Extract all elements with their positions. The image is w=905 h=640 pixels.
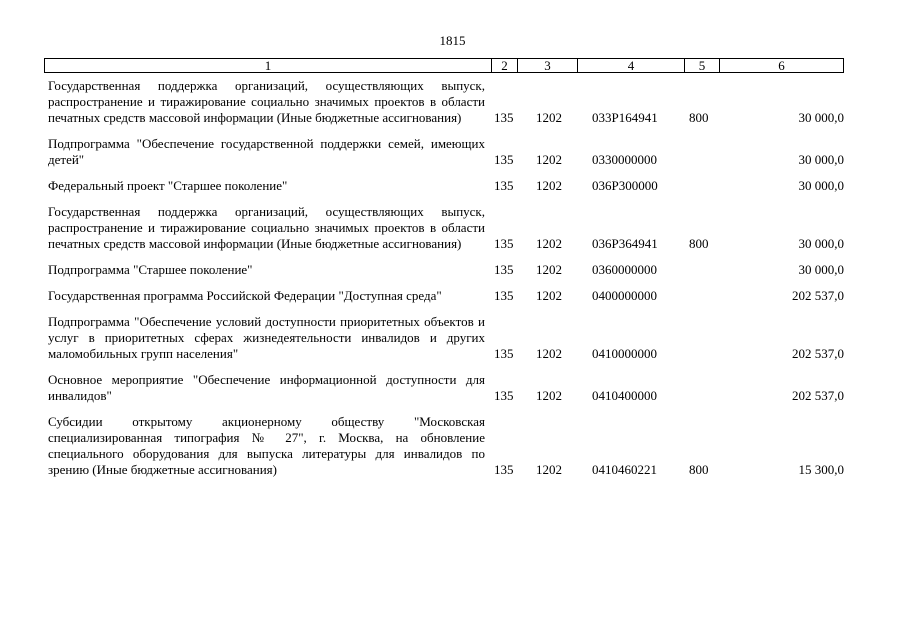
row-col-3: 1202 [536, 110, 562, 125]
table-row [48, 414, 844, 478]
row-col-4: 036P300000 [592, 178, 658, 193]
row-col-6: 202 537,0 [792, 388, 844, 403]
row-col-6: 30 000,0 [798, 152, 844, 167]
row-col-4: 0410460221 [592, 462, 657, 477]
header-col-4: 4 [577, 59, 684, 72]
row-col-3: 1202 [536, 462, 562, 477]
row-col-3: 1202 [536, 388, 562, 403]
table-row [48, 78, 844, 126]
row-col-6: 30 000,0 [798, 110, 844, 125]
row-name: Государственная программа Российской Федерации "Доступная среда" [48, 288, 442, 303]
header-col-3: 3 [517, 59, 577, 72]
row-col-4: 0400000000 [592, 288, 657, 303]
row-col-5: 800 [689, 110, 709, 125]
row-col-3: 1202 [536, 152, 562, 167]
row-col-4: 0330000000 [592, 152, 657, 167]
table-row [48, 136, 844, 168]
row-col-2: 135 [494, 462, 514, 477]
row-col-3: 1202 [536, 346, 562, 361]
row-name: Федеральный проект "Старшее поколение" [48, 178, 288, 193]
row-col-2: 135 [494, 388, 514, 403]
table-row [48, 178, 844, 194]
table-row [48, 262, 844, 278]
row-name: Подпрограмма "Обеспечение государственной поддержки семей, имеющих детей" [48, 136, 485, 167]
table-row [48, 314, 844, 362]
row-col-2: 135 [494, 110, 514, 125]
row-col-6: 15 300,0 [798, 462, 844, 477]
row-col-4: 0410400000 [592, 388, 657, 403]
header-col-2: 2 [491, 59, 517, 72]
row-col-2: 135 [494, 152, 514, 167]
row-col-6: 30 000,0 [798, 236, 844, 251]
row-col-3: 1202 [536, 262, 562, 277]
row-col-4: 036P364941 [592, 236, 658, 251]
row-col-4: 033P164941 [592, 110, 658, 125]
row-col-2: 135 [494, 178, 514, 193]
table-row [48, 288, 844, 304]
table-body [48, 78, 844, 488]
row-name: Подпрограмма "Обеспечение условий доступности приоритетных объектов и услуг в приоритетных сферах жизнедеятельности инвалидов и других маломобильных групп населения" [48, 314, 485, 361]
table-row [48, 204, 844, 252]
row-col-4: 0410000000 [592, 346, 657, 361]
row-col-4: 0360000000 [592, 262, 657, 277]
header-col-6: 6 [719, 59, 843, 72]
row-col-6: 202 537,0 [792, 288, 844, 303]
row-col-3: 1202 [536, 236, 562, 251]
row-col-3: 1202 [536, 178, 562, 193]
row-col-5: 800 [689, 236, 709, 251]
row-name: Подпрограмма "Старшее поколение" [48, 262, 253, 277]
header-col-1: 1 [264, 58, 272, 73]
row-col-2: 135 [494, 262, 514, 277]
page-number: 1815 [439, 33, 466, 48]
row-col-6: 30 000,0 [798, 178, 844, 193]
table-row [48, 372, 844, 404]
row-col-2: 135 [494, 236, 514, 251]
header-col-5: 5 [684, 59, 719, 72]
table-header [44, 58, 844, 73]
row-name: Субсидии открытому акционерному обществу "Московская специализированная типография № 27", г. Москва, на обновление специального оборудования для выпуска литературы для инвалидов по зрению (Иные бюджетные ассигнования) [48, 414, 485, 477]
row-col-6: 202 537,0 [792, 346, 844, 361]
row-col-2: 135 [494, 346, 514, 361]
row-name: Основное мероприятие "Обеспечение информационной доступности для инвалидов" [48, 372, 485, 403]
row-name: Государственная поддержка организаций, осуществляющих выпуск, распространение и тиражирование социально значимых проектов в области печатных средств массовой информации (Иные бюджетные ассигнования) [48, 204, 485, 251]
row-col-6: 30 000,0 [798, 262, 844, 277]
row-col-5: 800 [689, 462, 709, 477]
row-col-3: 1202 [536, 288, 562, 303]
row-col-2: 135 [494, 288, 514, 303]
row-name: Государственная поддержка организаций, осуществляющих выпуск, распространение и тиражирование социально значимых проектов в области печатных средств массовой информации (Иные бюджетные ассигнования) [48, 78, 485, 125]
